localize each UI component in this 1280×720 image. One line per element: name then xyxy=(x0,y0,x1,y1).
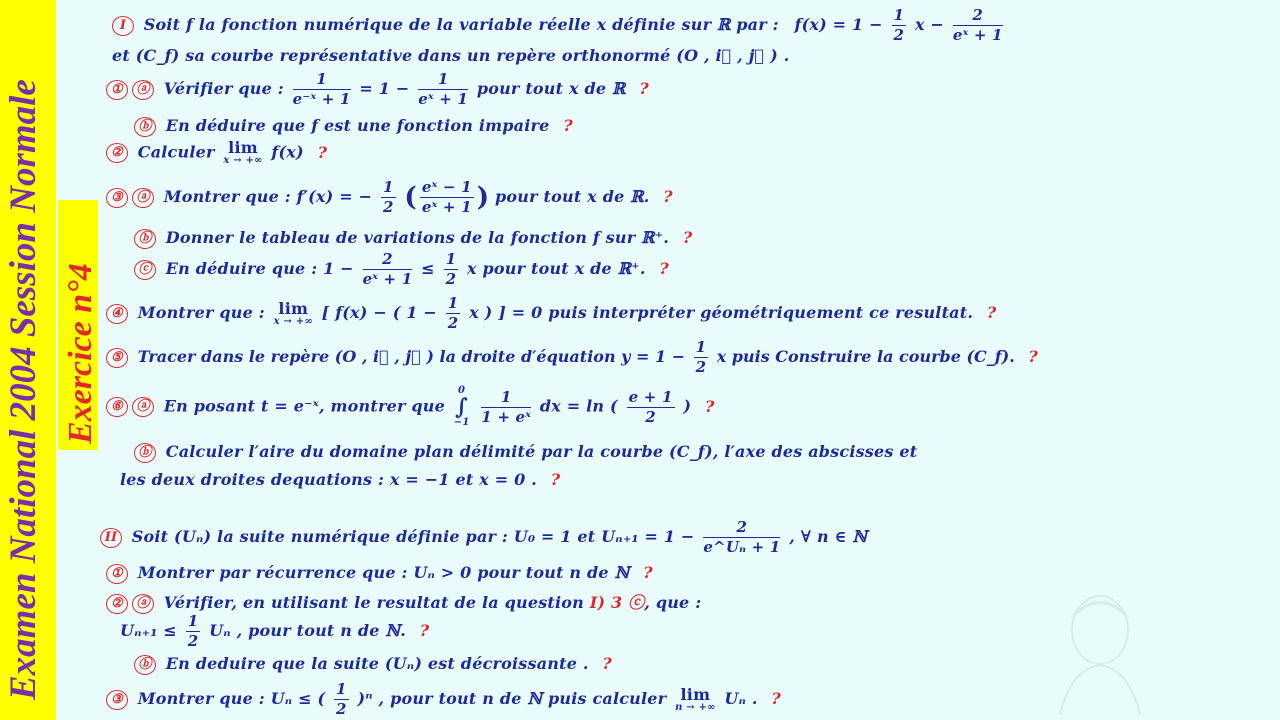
fraction: $\frac{2}{\text{eˣ + 1}}$ xyxy=(952,6,1003,44)
question-3c: ⓒ En déduire que : 1 − $\frac{2}{\text{eˣ + 1}}$ ≤ $\frac{1}{2}$ x pour tout x de ℝ⁺. ? xyxy=(134,252,669,287)
question-3a: ③ ⓐ Montrer que : f′(x) = − $\frac{1}{2}$ ( $\frac{\text{eˣ − 1}}{\text{eˣ + 1}}$ ) pour tout x de ℝ. ? xyxy=(106,180,673,215)
limit: lim x → +∞ xyxy=(273,298,313,327)
question-6b: ⓑ Calculer l′aire du domaine plan délimité par la courbe (C_f), l′axe des abscisses et xyxy=(134,442,917,463)
fraction: $\frac{1}{\text{e⁻ˣ + 1}}$ xyxy=(292,70,351,108)
part2-question-1: ① Montrer par récurrence que : Uₙ > 0 pour tout n de ℕ ? xyxy=(106,563,653,584)
integral: 0 ∫ −1 xyxy=(453,385,470,428)
fraction: $\frac{1}{\text{eˣ + 1}}$ xyxy=(418,70,469,108)
exercise-title: Exercice n°4 xyxy=(62,263,99,444)
fraction: $\frac{1}{2}$ xyxy=(893,6,905,44)
question-mark: ? xyxy=(682,228,693,247)
part2-question-2a-line2: Uₙ₊₁ ≤ $\frac{1}{2}$ Uₙ , pour tout n de ℕ. ? xyxy=(120,612,430,650)
question-mark: ? xyxy=(550,470,561,489)
part1-line2: et (C_f) sa courbe représentative dans un repère orthonormé (O , i⃗ , j⃗ ) . xyxy=(112,46,790,65)
question-mark: ? xyxy=(1028,347,1038,366)
question-6b-line2: les deux droites dequations : x = −1 et x = 0 . ? xyxy=(120,470,561,489)
limit: lim x → +∞ xyxy=(223,138,263,166)
question-mark: ? xyxy=(602,654,612,673)
limit: lim n → +∞ xyxy=(675,684,716,713)
part2-question-2a: ② ⓐ Vérifier, en utilisant le resultat de la question I) 3 ⓒ, que : xyxy=(106,590,701,614)
question-mark: ? xyxy=(986,303,997,322)
part1-intro: I Soit f la fonction numérique de la variable réelle x définie sur ℝ par : f(x) = 1 − $\frac{1}{2}$ x − $\frac{2}{\text{eˣ + 1}}$ xyxy=(112,8,1006,43)
question-mark: ? xyxy=(639,79,649,98)
part2-tag: II xyxy=(100,528,122,548)
question-mark: ? xyxy=(643,563,653,582)
part2-question-3: ③ Montrer que : Uₙ ≤ ( $\frac{1}{2}$ )ⁿ , pour tout n de ℕ puis calculer lim n → +∞ Uₙ . ? xyxy=(106,682,781,717)
question-mark: ? xyxy=(419,621,430,640)
question-mark: ? xyxy=(317,142,328,162)
question-mark: ? xyxy=(704,396,715,416)
question-2: ② Calculer lim x → +∞ f(x) ? xyxy=(106,140,327,166)
part2-intro: II Soit (Uₙ) la suite numérique définie par : U₀ = 1 et Uₙ₊₁ = 1 − $\frac{2}{\text{e\textasciicircum{}Uₙ + 1}}$ , ∀ n ∈ ℕ xyxy=(100,520,867,555)
question-5: ⑤ Tracer dans le repère (O , i⃗ , j⃗ ) la droite d′équation y = 1 − $\frac{1}{2}$ x puis Construire la courbe (C_f). ? xyxy=(106,340,1038,375)
fraction: $\frac{1}{2}$ xyxy=(447,294,459,332)
question-mark: ? xyxy=(563,116,573,135)
fraction: $\frac{1}{2}$ xyxy=(445,250,457,288)
fraction: $\frac{1}{2}$ xyxy=(695,338,707,376)
question-mark: ? xyxy=(659,259,669,278)
fraction: $\frac{1}{2}$ xyxy=(382,178,394,216)
watermark-portrait xyxy=(1040,585,1160,715)
fraction: $\frac{2}{\text{eˣ + 1}}$ xyxy=(362,250,413,288)
part1-tag: I xyxy=(112,16,134,36)
fraction: $\frac{1}{2}$ xyxy=(187,612,199,650)
question-mark: ? xyxy=(663,187,673,206)
question-4: ④ Montrer que : lim x → +∞ [ f(x) − ( 1 − $\frac{1}{2}$ x ) ] = 0 puis interpréter géométriquement ce resultat. ? xyxy=(106,296,996,331)
exam-side-title: Examen National 2004 Session Normale xyxy=(3,79,44,700)
question-mark: ? xyxy=(771,689,781,708)
question-6a: ⑥ ⓐ En posant t = e⁻ˣ, montrer que 0 ∫ −1 $\frac{1}{\text{1 + eˣ}}$ dx = ln ( $\frac{e + 1}{2}$ ) ? xyxy=(106,386,715,428)
fraction: $\frac{\text{eˣ − 1}}{\text{eˣ + 1}}$ xyxy=(421,178,472,216)
fraction: $\frac{e + 1}{2}$ xyxy=(628,387,673,426)
part2-question-2b: ⓑ En deduire que la suite (Uₙ) est décroissante . ? xyxy=(134,654,612,675)
question-1a: ① ⓐ Vérifier que : $\frac{1}{\text{e⁻ˣ + 1}}$ = 1 − $\frac{1}{\text{eˣ + 1}}$ pour tout x de ℝ ? xyxy=(106,72,649,107)
fraction: $\frac{1}{\text{1 + eˣ}}$ xyxy=(481,387,532,426)
question-1b: ⓑ En déduire que f est une fonction impaire ? xyxy=(134,116,573,137)
question-3b: ⓑ Donner le tableau de variations de la fonction f sur ℝ⁺. ? xyxy=(134,228,692,249)
fraction: $\frac{1}{2}$ xyxy=(336,680,347,718)
fraction: $\frac{2}{\text{e\textasciicircum{}Uₙ + 1}}$ xyxy=(703,518,781,556)
